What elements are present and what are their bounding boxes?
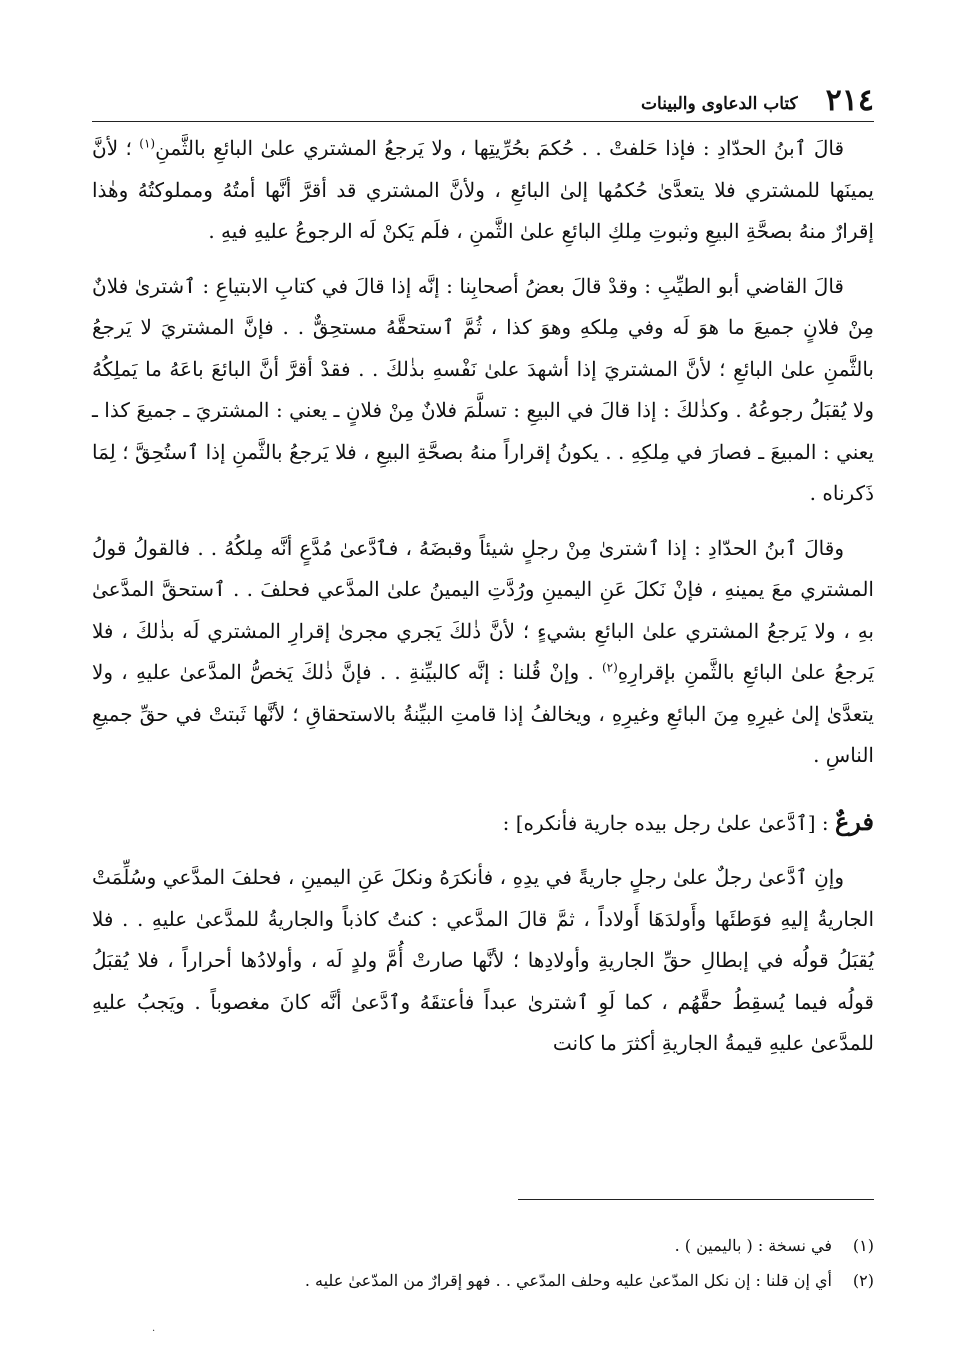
branch-label: فرعٌ — [834, 806, 874, 836]
page-number: ٢١٤ — [825, 83, 874, 118]
footnotes — [92, 1228, 874, 1298]
main-text — [92, 128, 874, 1078]
footnote-2 — [92, 1263, 874, 1298]
paragraph-text: وقالَ ٱبنُ الحدّادِ : إذا ٱشترىٰ مِنْ رجلٍ شيئاً وقبضَهُ ، فٱدَّعىٰ مُدَّعٍ أنَّه مِلكُهُ . . فالقولُ قولُ المشتري معَ يمينهِ ، فإنْ نَكلَ عَنِ اليمينِ ورُدَّتِ اليمينُ علىٰ المدَّعي فحلفَ . . ٱستحقَّ المدَّعىٰ بهِ ، ولا يَرجعُ المشتري علىٰ البائعِ بشيءٍ ؛ لأنَّ ذٰلكَ يَجري مجرىٰ إقرارِ المشتري لَه بذٰلكَ ، فلا يَرجعُ علىٰ البائعِ بالثَّمنِ بإقرارِهِ — [92, 535, 875, 684]
book-title: كتاب الدعاوى والبينات — [641, 93, 798, 114]
paragraph-text: قالَ القاضي أبو الطيِّبِ : وقدْ قالَ بعضُ أصحابِنا : إنَّه إذا قالَ في كتابِ الابتياعِ : ٱشترىٰ فلانٌ مِنْ فلانٍ جميعَ ما هوَ لَه وفي مِلكهِ وهوَ كذا ، ثُمَّ ٱستحقَّهُ مستحِقٌّ . . فإنَّ المشتريَ لا يَرجعُ بالثَّمنِ علىٰ البائعِ ؛ لأنَّ المشتريَ إذا أشهدَ علىٰ نَفْسهِ بذٰلكَ . . فقدْ أقرَّ أنَّ البائعَ باعَهُ ما يَملِكُهُ ولا يُقبَلُ رجوعُهُ . وكذٰلكَ : إذا قالَ في البيعِ : تسلَّمَ فلانٌ مِنْ فلانٍ ـ يعني : المشتريَ ـ جميعَ كذا ـ يعني : المبيعَ ـ فصارَ في مِلكِهِ . . يكونُ إقراراً منهُ بصحَّةِ البيعِ ، فلا يَرجعُ بالثَّمنِ إذا ٱستُحِقَّ ؛ لِمَا ذَكرناه . — [92, 273, 874, 505]
paragraph-text: قالَ ٱبنُ الحدّادِ : فإذا حَلفتْ . . حُكمَ بحُرِّيتِها ، ولا يَرجعُ المشتري علىٰ البائعِ بالثَّمنِ — [155, 136, 845, 160]
footnote-text: في نسخة : ( باليمين ) . — [674, 1236, 832, 1255]
footnote-divider — [518, 1199, 874, 1200]
footnote-number: (١) — [852, 1236, 874, 1255]
paragraph-3 — [92, 528, 874, 777]
section-heading — [92, 801, 874, 845]
heading-separator: : — [815, 810, 835, 835]
paragraph-text: . وإنْ قُلنا : إنَّه كالبيِّنةِ . . فإنَّ ذٰلكَ يَخصُّ المدَّعىٰ عليهِ ، ولا يتعدَّىٰ إلىٰ غيرِهِ مِنَ البائعِ وغيرِهِ ، ويخالفُ إذا قامتِ البيِّنةُ بالاستحقاقِ ؛ لأنَّها ثَبتتْ في حقِّ جميعِ الناسِ . — [92, 660, 874, 767]
bottom-mark: . — [152, 1323, 156, 1334]
paragraph-4 — [92, 857, 874, 1065]
footnote-number: (٢) — [852, 1271, 874, 1290]
running-header — [92, 76, 874, 116]
section-title: [ٱدَّعىٰ علىٰ رجل بيده جارية فأنكره] : — [502, 810, 816, 835]
paragraph-text: وإنِ ٱدَّعىٰ رجلٌ علىٰ رجلٍ جاريةً في يدِهِ ، فأنكرَهُ ونكلَ عَنِ اليمينِ ، فحلفَ المدَّعي وسُلِّمَتْ الجاريةُ إليهِ فوَطئَها وأَولدَهَا أَولاداً ، ثمَّ قالَ المدَّعي : كنتُ كاذباً والجاريةُ للمدَّعىٰ عليهِ . . فلا يُقبَلُ قولُه في إبطالِ حقِّ الجاريةِ وأولادِها ؛ لأنَّها صارتْ أُمَّ ولدٍ لَه ، وأولادُها أحراراً ، فلا يُقبَلُ قولُه فيما يُسقِطُ حقَّهُم ، كما لَوِ ٱشترىٰ عبداً فأعتقَهُ وٱدَّعىٰ أنَّه كانَ مغصوباً . ويَجبُ عليهِ للمدَّعىٰ عليهِ قيمةُ الجاريةِ أكثرَ ما كانت — [92, 865, 874, 1055]
footnote-text: أي إن قلنا : إن نكل المدّعىٰ عليه وحلف المدّعي . . فهو إقرارٌ من المدّعىٰ عليه . — [304, 1271, 832, 1290]
footnote-ref-2: (٢) — [601, 660, 618, 675]
footnote-1 — [92, 1228, 874, 1263]
paragraph-1 — [92, 128, 874, 253]
footnote-ref-1: (١) — [139, 136, 156, 151]
paragraph-text: ؛ لأنَّ يمينَها للمشتري فلا يتعدَّىٰ حُكمُها إلىٰ البائعِ ، ولأنَّ المشتري قد أقرَّ أنَّها أمتُهُ ومملوكتُهُ وهٰذا إقرارٌ منهُ بصحَّةِ البيعِ وثبوتِ مِلكِ البائعِ علىٰ الثَّمنِ ، فلَم يَكنْ لَه الرجوعُ عليهِ فيهِ . — [92, 136, 874, 243]
header-divider — [92, 121, 874, 122]
paragraph-2 — [92, 266, 874, 515]
